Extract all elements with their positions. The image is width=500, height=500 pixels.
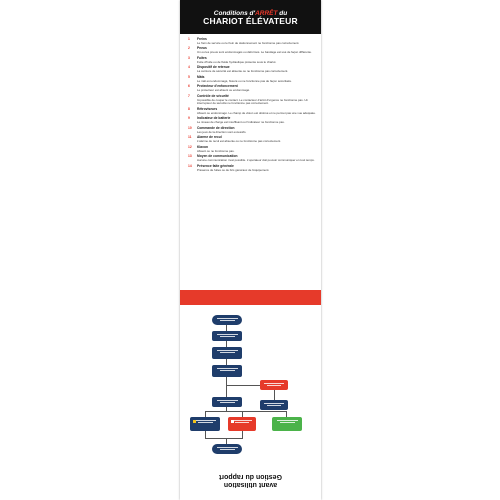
- header-banner: [180, 0, 321, 34]
- flow-result-node: [228, 417, 256, 431]
- title-suffix: du: [277, 10, 288, 17]
- item-description: Impossible de couper le contact. Le contacteur d'arrêt d'urgence ne fonctionne pas. Un interrupteur de sécurité ne fonctionne pas correctement.: [197, 97, 309, 106]
- checklist-sheet: [180, 0, 321, 500]
- item-title: Mâts: [197, 74, 205, 79]
- item-number: 2: [188, 46, 190, 51]
- item-title: Dispositif de retenue: [197, 65, 230, 70]
- item-description: Les jeux de la direction sont excessifs.: [197, 129, 247, 134]
- flow-step-node: [212, 365, 242, 377]
- list-item: [188, 38, 316, 45]
- stop-marker: [231, 420, 234, 423]
- item-description: Le protecteur est absent ou endommagé.: [197, 88, 250, 93]
- item-description: Présence de fuites ou de bris généraux de l'équipement.: [197, 167, 270, 172]
- list-item: [188, 165, 316, 172]
- flow-result-node: [272, 417, 302, 431]
- item-title: Klaxon: [197, 144, 208, 149]
- red-band: [180, 290, 321, 305]
- list-item: [188, 136, 316, 143]
- item-title: Protecteur d'enfoncement: [197, 84, 238, 89]
- item-number: 8: [188, 106, 190, 111]
- item-text: [197, 146, 316, 153]
- item-description: La ceinture de sécurité est absente ou ne fonctionne pas correctement.: [197, 69, 289, 74]
- footer-line-2: avant utilisation: [223, 481, 278, 488]
- flow-connector: [205, 438, 243, 439]
- item-title: Pneus: [197, 46, 207, 51]
- item-description: Absent ou endommagé. Le champ de vision est obstrué et ne permet pas une vue adéquate.: [197, 110, 316, 115]
- title-accent: ARRÊT: [255, 10, 278, 17]
- flow-step-node: [212, 397, 242, 407]
- item-title: Contrôle de sécurité: [197, 93, 229, 98]
- item-title: Alarme de recul: [197, 135, 222, 140]
- item-title: Moyen de communication: [197, 154, 238, 159]
- flow-step-node: [260, 400, 288, 410]
- item-text: [197, 136, 316, 143]
- item-description: Le niveau de charge est insuffisant ou l'indicateur ne fonctionne pas.: [197, 120, 285, 125]
- item-description: Fuite d'huile ou de fluide hydraulique présente sous le chariot.: [197, 59, 277, 64]
- flow-start-node: [212, 315, 242, 325]
- item-text: [197, 95, 316, 106]
- item-text: [197, 117, 316, 124]
- flow-connector: [226, 377, 227, 385]
- flow-connector: [205, 431, 206, 438]
- item-number: 6: [188, 84, 190, 89]
- flow-connector: [274, 390, 275, 400]
- list-item: [188, 85, 316, 92]
- item-text: [197, 47, 316, 54]
- list-item: [188, 95, 316, 106]
- item-text: [197, 66, 316, 73]
- item-text: [197, 155, 316, 162]
- flow-connector: [226, 385, 260, 386]
- flow-decision-node: [260, 380, 288, 390]
- list-item: [188, 146, 316, 153]
- flow-step-node: [212, 347, 242, 359]
- item-text: [197, 76, 316, 83]
- item-text: [197, 108, 316, 115]
- item-number: 10: [188, 125, 192, 130]
- footer-line-1: Gestion du rapport: [219, 473, 282, 480]
- flow-connector: [226, 385, 227, 397]
- item-title: Rétroviseurs: [197, 106, 218, 111]
- item-text: [197, 165, 316, 172]
- item-text: [197, 127, 316, 134]
- warning-marker: [193, 420, 196, 423]
- list-item: [188, 108, 316, 115]
- list-item: [188, 57, 316, 64]
- item-description: Aucune communication n'est possible. L'opérateur doit pouvoir communiquer en tout temps.: [197, 158, 315, 163]
- item-number: 1: [188, 37, 190, 41]
- item-text: [197, 38, 316, 45]
- item-number: 14: [188, 163, 192, 168]
- flowchart: [180, 305, 321, 465]
- condition-list: [188, 38, 316, 174]
- footer-title: [180, 472, 321, 488]
- item-number: 5: [188, 74, 190, 79]
- list-item: [188, 155, 316, 162]
- item-description: Le mât est endommagé, fissuré ou ne fonctionne pas de façon sécuritaire.: [197, 78, 292, 83]
- flow-end-node: [212, 444, 242, 454]
- item-description: Absent ou ne fonctionne pas.: [197, 148, 235, 153]
- item-text: [197, 85, 316, 92]
- item-title: Commande de direction: [197, 125, 235, 130]
- list-item: [188, 127, 316, 134]
- item-number: 13: [188, 154, 192, 159]
- item-title: Présence faite générale: [197, 163, 234, 168]
- item-description: Un ou les pneus sont endommagés ou déformés. Le bandage est usé de façon différente.: [197, 50, 312, 55]
- item-number: 7: [188, 93, 190, 98]
- item-number: 3: [188, 55, 190, 60]
- title-prefix: Conditions d': [213, 10, 256, 17]
- item-description: L'alarme de recul est absente ou ne fonctionne pas correctement.: [197, 139, 281, 144]
- list-item: [188, 76, 316, 83]
- item-title: Indicateur de batterie: [197, 116, 231, 121]
- flow-connector: [205, 411, 286, 412]
- list-item: [188, 66, 316, 73]
- page-subtitle: CHARIOT ÉLÉVATEUR: [203, 16, 298, 26]
- item-description: Le frein de service ou le frein de stationnement ne fonctionne pas correctement.: [197, 40, 300, 45]
- flow-result-node: [190, 417, 220, 431]
- list-item: [188, 47, 316, 54]
- item-number: 12: [188, 144, 192, 149]
- flow-connector: [242, 431, 243, 438]
- item-title: Freins: [197, 37, 207, 41]
- list-item: [188, 117, 316, 124]
- flow-step-node: [212, 331, 242, 341]
- item-text: [197, 57, 316, 64]
- item-title: Fuites: [197, 55, 207, 60]
- item-number: 11: [188, 135, 192, 140]
- item-number: 4: [188, 65, 190, 70]
- item-number: 9: [188, 116, 190, 121]
